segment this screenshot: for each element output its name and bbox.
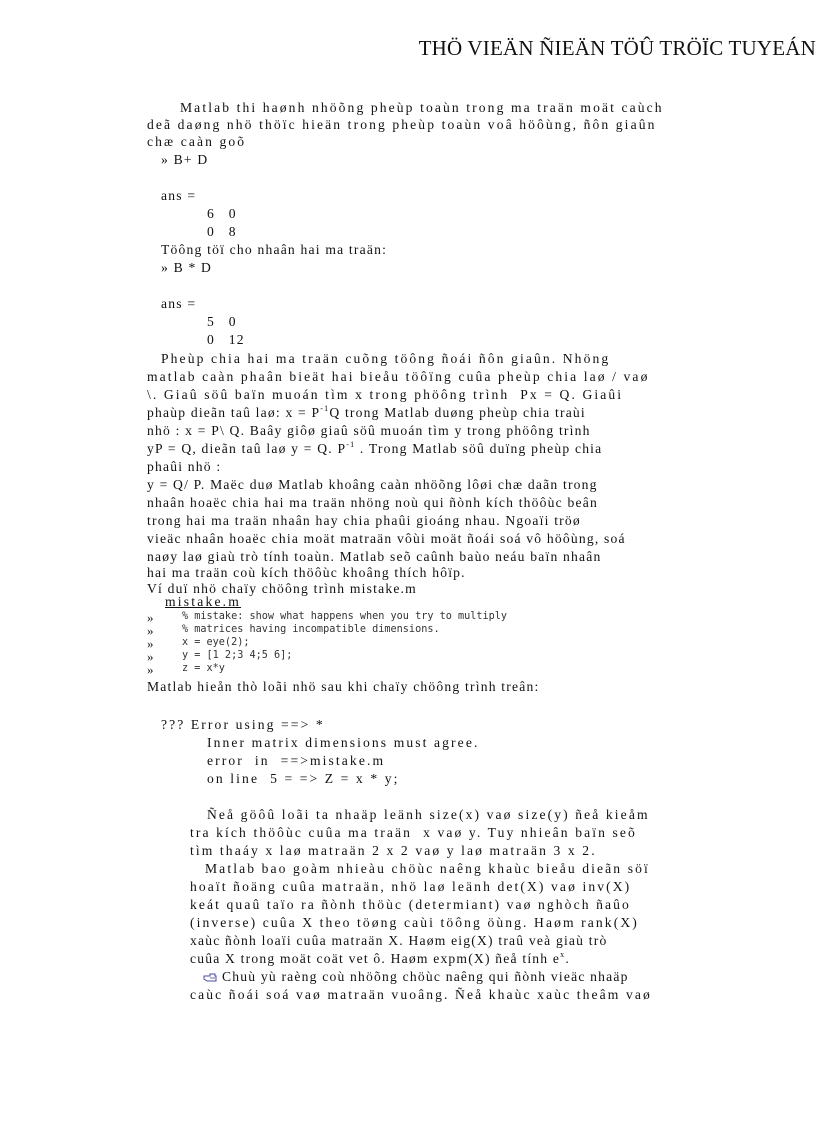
intro-line-3: chæ caàn goõ	[147, 134, 247, 149]
result-row-2: 0 8	[207, 224, 237, 239]
error-line-4: on line 5 = => Z = x * y;	[207, 771, 400, 786]
div-line-6	[147, 440, 677, 458]
div-line-5: nhö : x = P\ Q. Baây giôø giaû söû muoán tìm y trong phöông trình	[147, 423, 591, 438]
div-line-10: trong hai ma traän nhaân hay chia phaûi gioáng nhau. Ngoaïi tröø	[147, 513, 581, 528]
command-add: » B+ D	[161, 152, 209, 167]
para2-line-1: Ñeå göôû loãi ta nhaäp leänh size(x) vaø size(y) ñeå kieåm	[207, 807, 650, 822]
code-line: x = eye(2);	[182, 637, 250, 648]
div-line-6-a: yP = Q, dieãn taû laø y = Q. P	[147, 441, 347, 456]
div-line-8: y = Q/ P. Maëc duø Matlab khoâng caàn nhöõng lôøi chæ daãn trong	[147, 477, 598, 492]
superscript-inverse-2: -1	[346, 440, 356, 449]
div-line-3: \. Giaû söû baïn muoán tìm x trong phöông trình Px = Q. Giaûi	[147, 387, 624, 402]
div-line-1: Pheùp chia hai ma traän cuõng töông ñoái ñôn giaûn. Nhöng	[161, 351, 611, 366]
error-line-2: Inner matrix dimensions must agree.	[207, 735, 480, 750]
result-row-4: 0 12	[207, 332, 245, 347]
error-line-1: ??? Error using ==> *	[161, 717, 325, 732]
code-line: y = [1 2;3 4;5 6];	[182, 650, 293, 661]
prompt-marker: »	[147, 610, 154, 625]
prompt-marker: »	[147, 662, 154, 677]
para3-line-6	[190, 950, 720, 968]
page-header-title: THÖ VIEÄN ÑIEÄN TÖÛ TRÖÏC TUYEÁN	[418, 36, 816, 60]
intro-line-2: deã daøng nhö thöïc hieän trong pheùp toaùn voâ höôùng, ñôn giaûn	[147, 117, 657, 132]
command-mult: » B * D	[161, 260, 213, 275]
note-line-1: Chuù yù raèng coù nhöõng chöùc naêng qui ñònh vieäc nhaäp	[222, 969, 629, 984]
div-line-7: phaûi nhö :	[147, 459, 222, 474]
code-line: % mistake: show what happens when you try to multiply	[182, 611, 508, 622]
para3-line-3: keát quaû taïo ra ñònh thöùc (determiant) vaø nghòch ñaûo	[190, 897, 631, 912]
para2-line-2: tra kích thöôùc cuûa ma traän x vaø y. Tuy nhieân baïn seõ	[190, 825, 637, 840]
para2-line-3: tìm thaáy x laø matraän 2 x 2 vaø y laø matraän 3 x 2.	[190, 843, 597, 858]
note-line-2: caùc ñoái soá vaø matraän vuoâng. Ñeå khaùc xaùc theâm vaø	[190, 987, 652, 1002]
prompt-marker: »	[147, 636, 154, 651]
prompt-marker: »	[147, 649, 154, 664]
intro-line-1: Matlab thi haønh nhöõng pheùp toaùn trong ma traän moät caùch	[180, 100, 664, 115]
div-line-4	[147, 404, 677, 422]
div-line-9: nhaân hoaëc chia hai ma traän nhöng noù qui ñònh kích thöôùc beân	[147, 495, 598, 510]
error-intro: Matlab hieån thò loãi nhö sau khi chaïy chöông trình treân:	[147, 679, 540, 694]
para3-line-5: xaùc ñònh loaïi cuûa matraän X. Haøm eig(X) traû veà giaù trò	[190, 933, 608, 948]
div-line-4-a: phaùp dieãn taû laø: x = P	[147, 405, 321, 420]
para3-line-4: (inverse) cuûa X theo töøng caùi töông öùng. Haøm rank(X)	[190, 915, 639, 930]
pointing-hand-icon	[203, 970, 217, 982]
div-line-11: vieäc nhaân hoaëc chia moät matraän vôùi moät ñoái soá vô höôùng, soá	[147, 531, 626, 546]
result-row-1: 6 0	[207, 206, 237, 221]
prompt-marker: »	[147, 623, 154, 638]
div-line-14: Ví duï nhö chaïy chöông trình mistake.m	[147, 581, 417, 596]
superscript-inverse-1: -1	[320, 404, 330, 413]
para3-line-2: hoaït ñoäng cuûa matraän, nhö laø leänh det(X) vaø inv(X)	[190, 879, 632, 894]
div-line-13: hai ma traän coù kích thöôùc khoâng thích hôïp.	[147, 565, 466, 580]
code-line: % matrices having incompatible dimensions.	[182, 624, 440, 635]
ans-label-2: ans =	[161, 296, 197, 311]
ans-label-1: ans =	[161, 188, 197, 203]
file-name-title: mistake.m	[165, 594, 242, 609]
error-line-3: error in ==>mistake.m	[207, 753, 386, 768]
para3-line-6-b: .	[565, 951, 570, 966]
superscript-x: x	[560, 950, 566, 959]
para3-line-1: Matlab bao goàm nhieàu chöùc naêng khaùc bieåu dieãn söï	[205, 861, 650, 876]
para3-line-6-a: cuûa X trong moät coät vet ô. Haøm expm(X) ñeå tính e	[190, 951, 561, 966]
div-line-6-b: . Trong Matlab söû duïng pheùp chia	[355, 441, 603, 456]
mult-intro: Töông töï cho nhaân hai ma traän:	[161, 242, 388, 257]
result-row-3: 5 0	[207, 314, 237, 329]
div-line-12: naøy laø giaù trò tính toaùn. Matlab seõ caûnh baùo neáu baïn nhaân	[147, 549, 602, 564]
div-line-4-b: Q trong Matlab duøng pheùp chia traùi	[329, 405, 586, 420]
code-line: z = x*y	[182, 663, 225, 674]
div-line-2: matlab caàn phaân bieät hai bieåu töôïng cuûa pheùp chia laø / vaø	[147, 369, 650, 384]
